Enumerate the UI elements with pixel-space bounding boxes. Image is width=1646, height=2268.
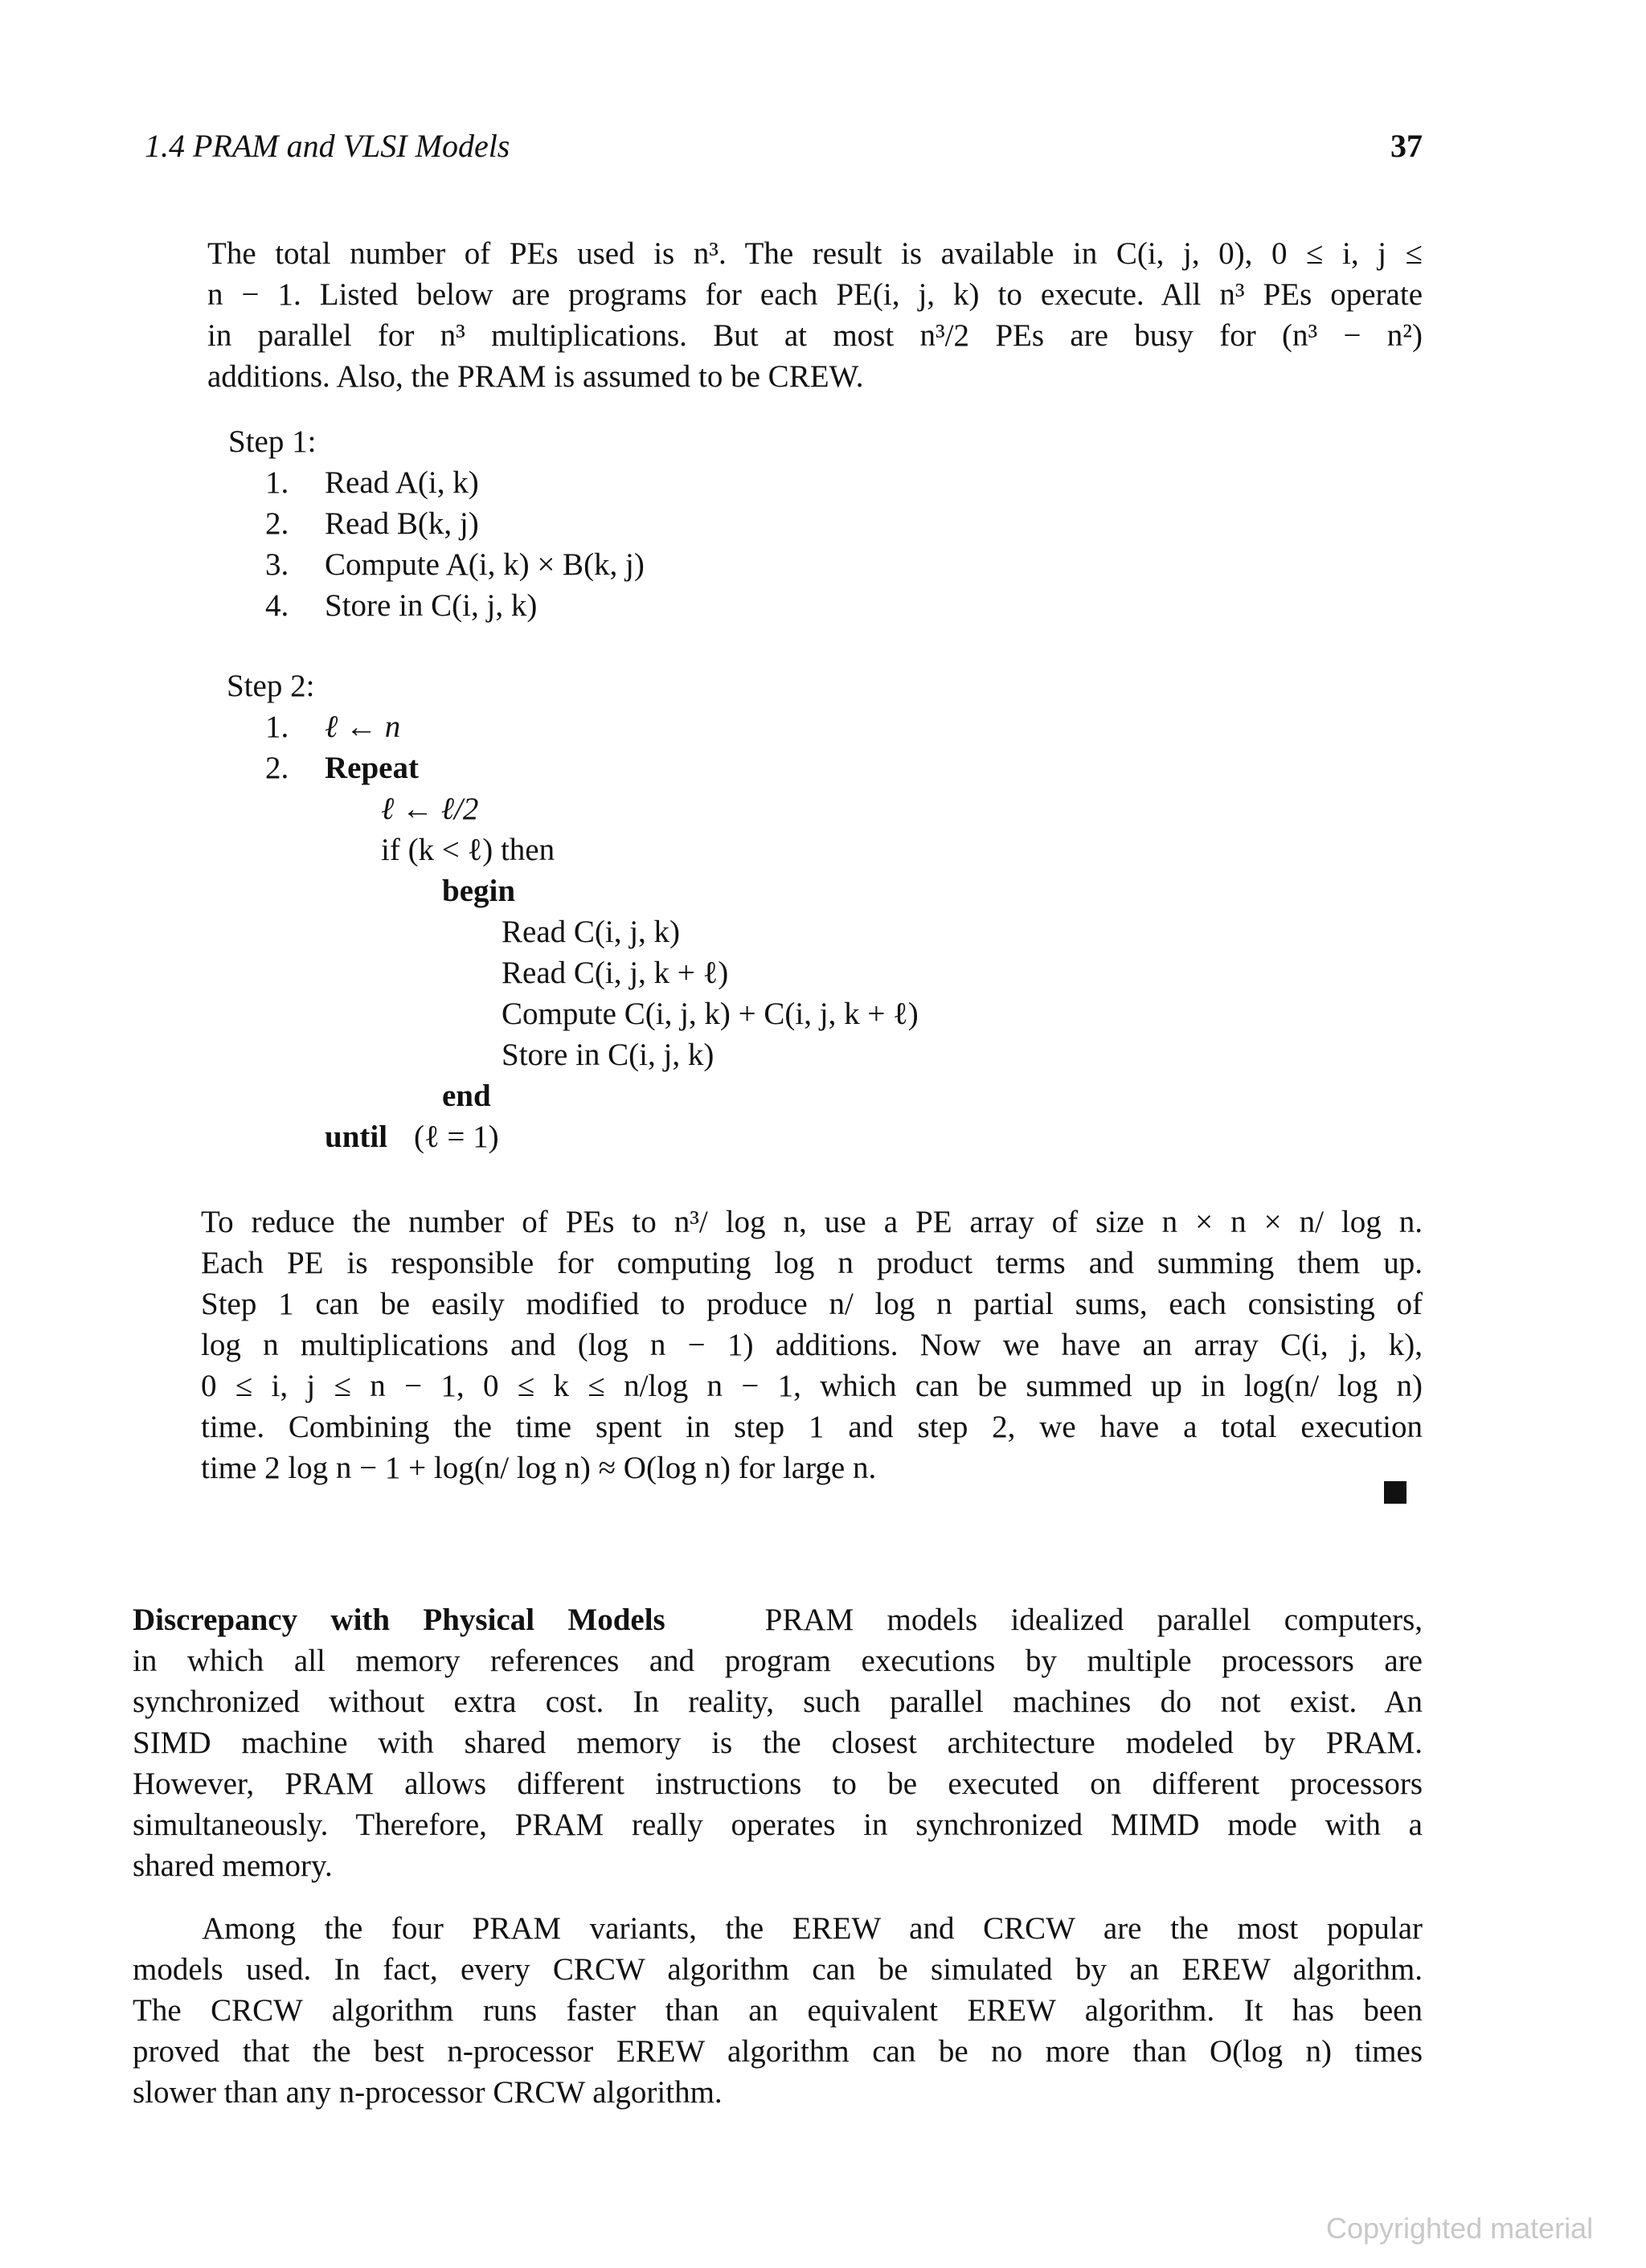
text-line: time. Combining the time spent in step 1 and step 2, we have a total execution: [201, 1410, 1423, 1444]
text-line: in which all memory references and program executions by multiple processors are: [133, 1644, 1423, 1678]
step1-item-2: Read B(k, j): [325, 506, 479, 541]
step1-item-1: Read A(i, k): [325, 465, 479, 500]
assign-line: ℓ ← ℓ/2: [381, 792, 479, 826]
until-keyword: until: [325, 1120, 388, 1154]
step2-item-1: ℓ ← n: [325, 710, 401, 744]
text-line: simultaneously. Therefore, PRAM really operates in synchronized MIMD mode with a: [133, 1807, 1423, 1842]
text-line: [133, 1599, 1423, 1640]
text-line: 0 ≤ i, j ≤ n − 1, 0 ≤ k ≤ n/log n − 1, which can be summed up in log(n/ log n): [201, 1369, 1423, 1403]
discrepancy-section: [133, 1599, 1423, 1886]
step2-title: Step 2:: [227, 669, 315, 703]
text-line: To reduce the number of PEs to n³/ log n, use a PE array of size n × n × n/ log n.: [201, 1205, 1423, 1239]
intro-paragraph: [207, 233, 1423, 397]
step1-num-4: 4.: [265, 588, 289, 623]
text-line: Among the four PRAM variants, the EREW and CRCW are the most popular: [202, 1911, 1423, 1946]
running-title: 1.4 PRAM and VLSI Models: [145, 128, 510, 164]
op-line-3: Compute C(i, j, k) + C(i, j, k + ℓ): [502, 997, 919, 1031]
op-line-2: Read C(i, j, k + ℓ): [502, 956, 729, 990]
step1-num-2: 2.: [265, 506, 289, 541]
op-line-1: Read C(i, j, k): [502, 915, 681, 949]
step1-num-1: 1.: [265, 465, 289, 500]
text-line: time 2 log n − 1 + log(n/ log n) ≈ O(log n) for large n.: [201, 1451, 877, 1485]
step1-item-3: Compute A(i, k) × B(k, j): [325, 547, 645, 582]
text-line: The total number of PEs used is n³. The result is available in C(i, j, 0), 0 ≤ i, j ≤: [207, 236, 1423, 271]
running-header: [145, 127, 1423, 172]
text-line: slower than any n-processor CRCW algorithm.: [133, 2075, 723, 2110]
begin-keyword: begin: [442, 874, 516, 908]
text-line: models used. In fact, every CRCW algorithm can be simulated by an EREW algorithm.: [133, 1952, 1423, 1987]
end-of-proof-square: [1384, 1481, 1406, 1504]
section-heading: Discrepancy with Physical Models: [133, 1603, 665, 1637]
text-line: n − 1. Listed below are programs for each PE(i, j, k) to execute. All n³ PEs operate: [207, 277, 1423, 312]
step2-num-1: 1.: [265, 710, 289, 744]
text-line: Each PE is responsible for computing log n product terms and summing them up.: [201, 1246, 1423, 1280]
until-condition: (ℓ = 1): [414, 1120, 499, 1154]
copyright-watermark: Copyrighted material: [1326, 2212, 1594, 2245]
text-line: However, PRAM allows different instructions to be executed on different processors: [133, 1767, 1423, 1801]
step2-num-2: 2.: [265, 751, 289, 785]
reduce-paragraph: [201, 1202, 1423, 1488]
repeat-keyword: Repeat: [325, 751, 419, 785]
step1-item-4: Store in C(i, j, k): [325, 588, 538, 623]
variants-paragraph: [133, 1908, 1423, 2113]
end-keyword: end: [442, 1079, 491, 1113]
text-line: shared memory.: [133, 1848, 333, 1883]
heading-line-rest: PRAM models idealized parallel computers,: [764, 1603, 1423, 1637]
text-line: synchronized without extra cost. In reality, such parallel machines do not exist. An: [133, 1685, 1423, 1719]
op-line-4: Store in C(i, j, k): [502, 1038, 714, 1072]
text-line: Step 1 can be easily modified to produce n/ log n partial sums, each consisting of: [201, 1287, 1423, 1321]
page-number: 37: [1390, 128, 1423, 164]
text-line: log n multiplications and (log n − 1) additions. Now we have an array C(i, j, k),: [201, 1328, 1423, 1362]
text-line: The CRCW algorithm runs faster than an equivalent EREW algorithm. It has been: [133, 1993, 1423, 2028]
if-line: if (k < ℓ) then: [381, 833, 555, 867]
text-line: additions. Also, the PRAM is assumed to be CREW.: [207, 359, 864, 394]
text-line: in parallel for n³ multiplications. But at most n³/2 PEs are busy for (n³ − n²): [207, 318, 1423, 353]
text-line: SIMD machine with shared memory is the closest architecture modeled by PRAM.: [133, 1726, 1423, 1760]
text-line: proved that the best n-processor EREW algorithm can be no more than O(log n) times: [133, 2034, 1423, 2069]
step1-num-3: 3.: [265, 547, 289, 582]
step1-title: Step 1:: [228, 424, 317, 459]
